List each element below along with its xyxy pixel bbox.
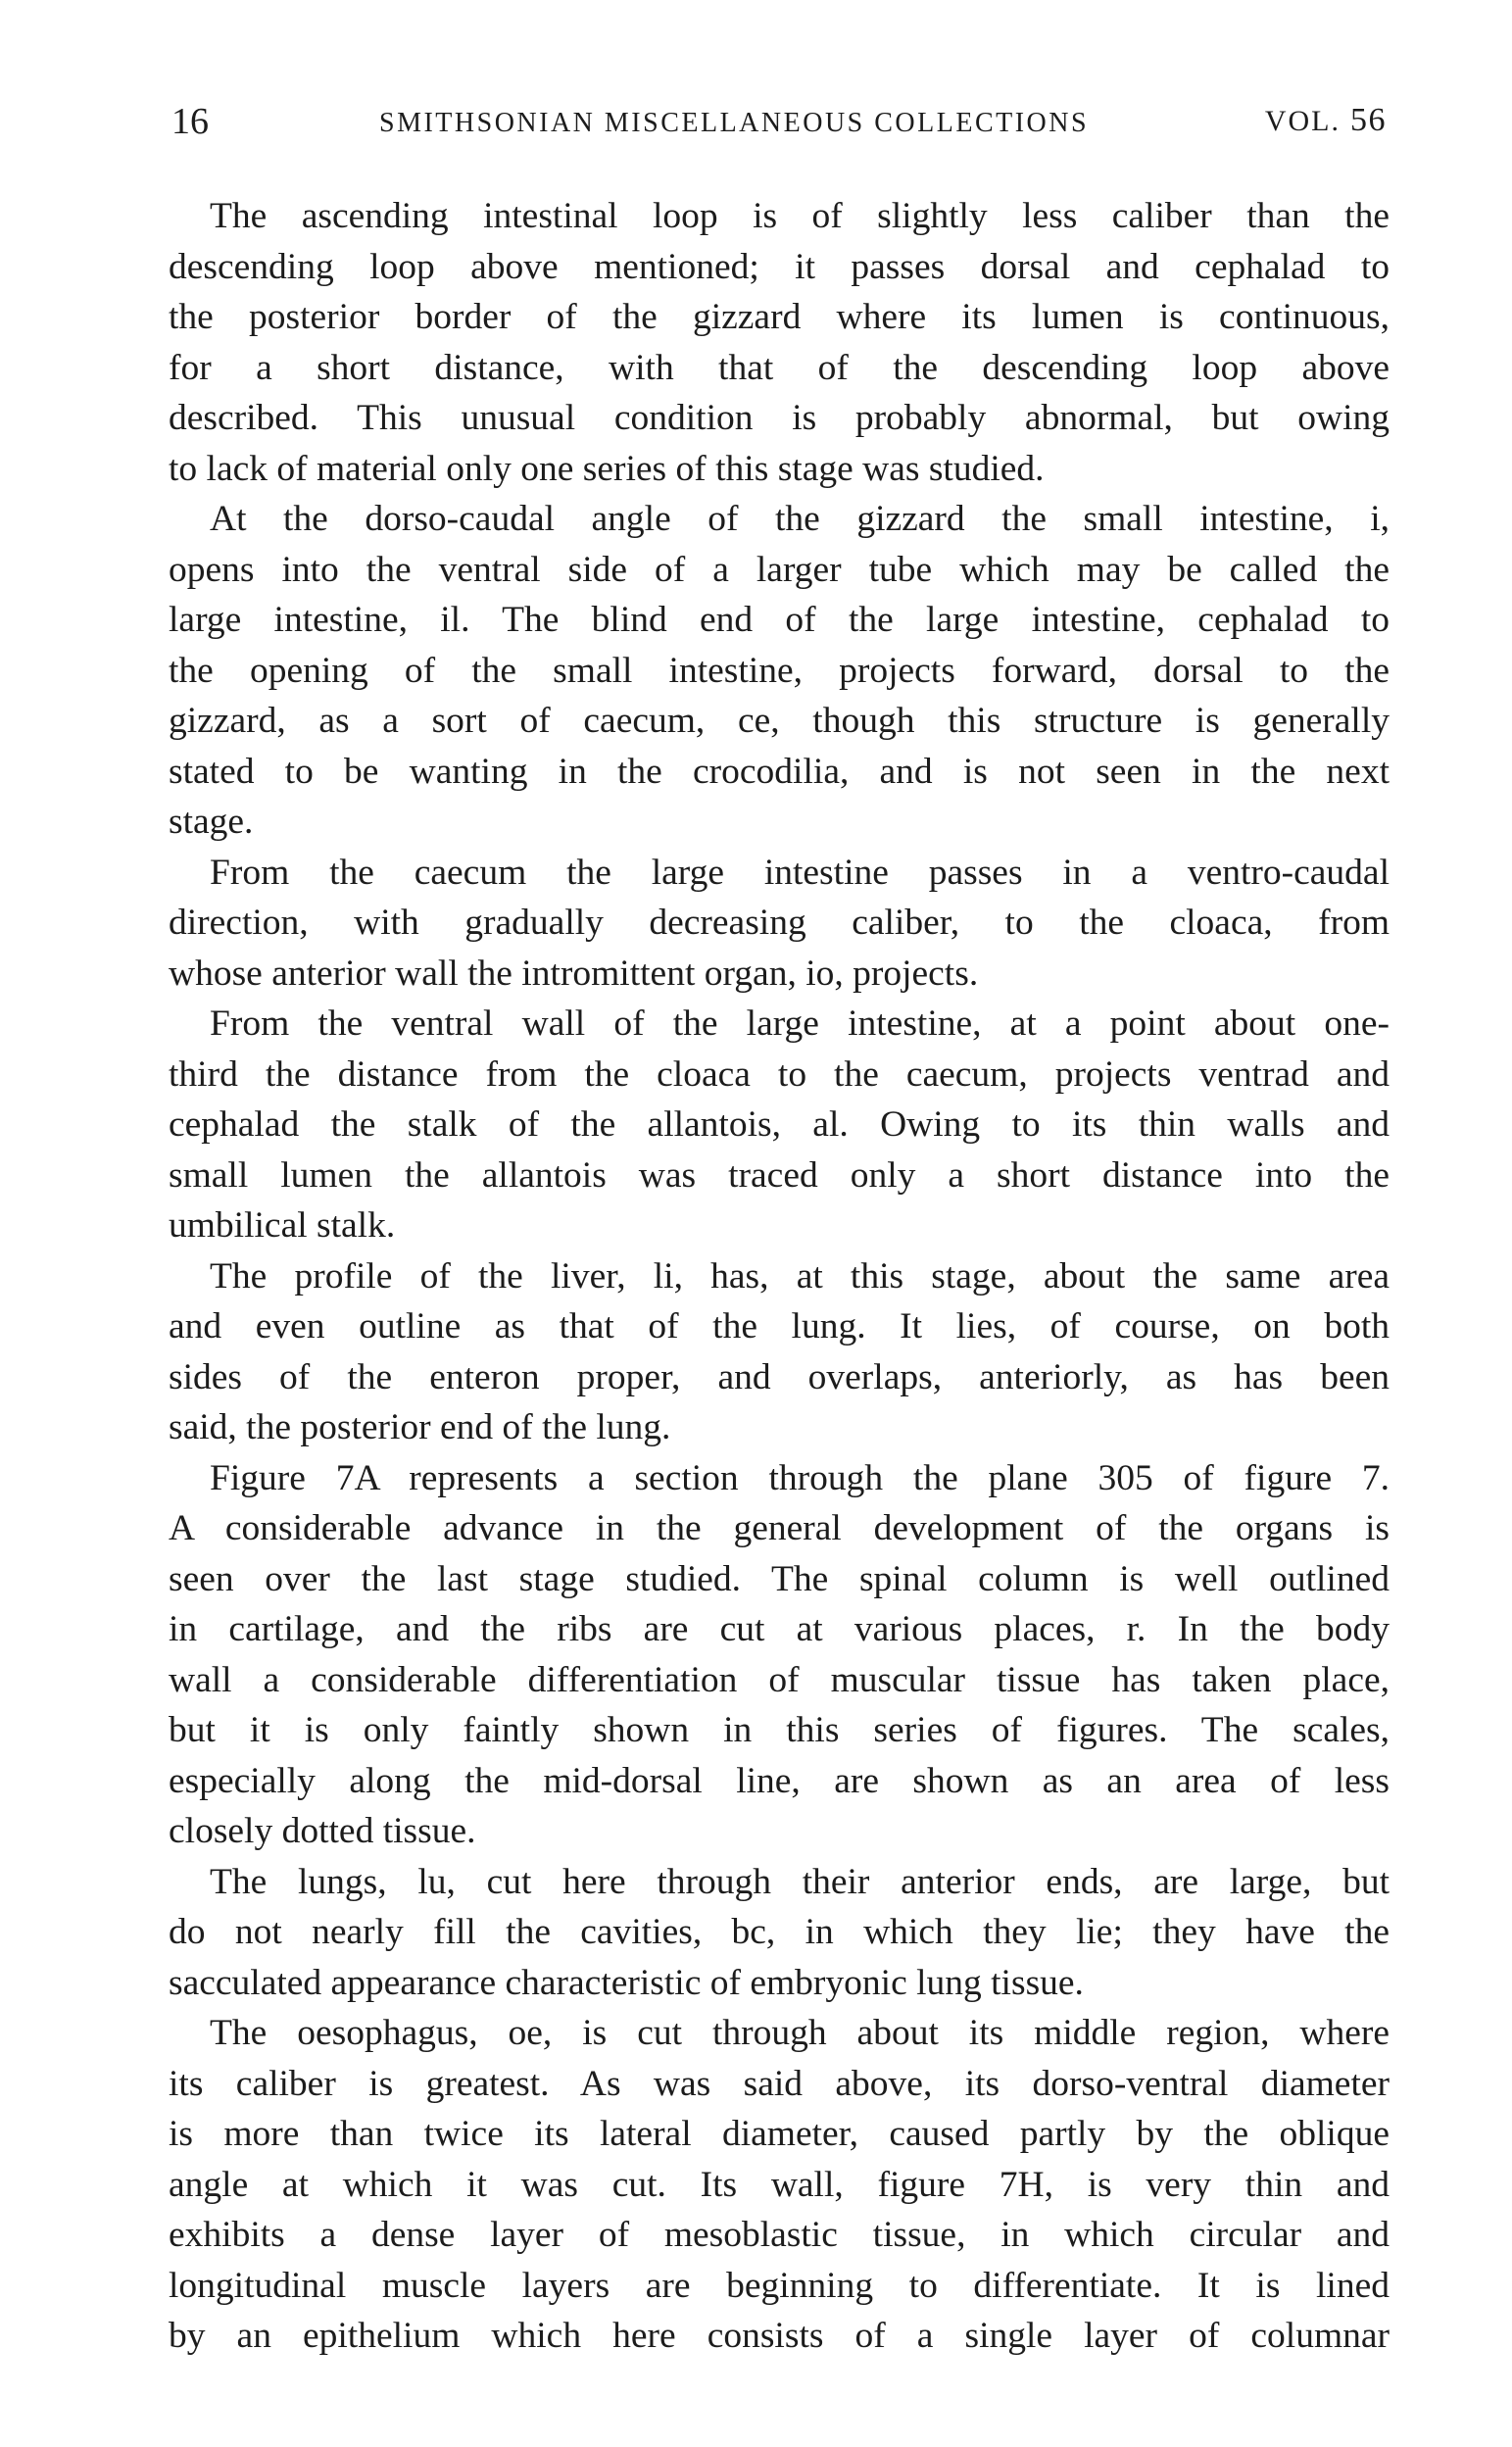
text-line: direction, with gradually decreasing caliber, to the cloaca, from <box>169 903 1390 943</box>
paragraph <box>169 1453 1390 1857</box>
paragraph <box>169 494 1390 848</box>
paragraph <box>169 2008 1390 2362</box>
text-line: especially along the mid-dorsal line, are shown as an area of less <box>169 1760 1390 1801</box>
text-line: exhibits a dense layer of mesoblastic tissue, in which circular and <box>169 2215 1390 2255</box>
text-line: do not nearly fill the cavities, bc, in which they lie; they have the <box>169 1912 1390 1952</box>
text-line: but it is only faintly shown in this series of figures. The scales, <box>169 1710 1390 1750</box>
text-line: sacculated appearance characteristic of embryonic lung tissue. <box>169 1962 1084 2003</box>
running-header <box>171 96 1387 155</box>
text-line: closely dotted tissue. <box>169 1811 476 1851</box>
text-line: the posterior border of the gizzard where its lumen is continuous, <box>169 297 1390 337</box>
text-line: stage. <box>169 802 254 842</box>
text-line: for a short distance, with that of the descending loop above <box>169 347 1390 388</box>
page-number: 16 <box>171 101 209 142</box>
text-line: opens into the ventral side of a larger tube which may be called the <box>169 549 1390 590</box>
text-line: and even outline as that of the lung. It lies, of course, on both <box>169 1306 1390 1346</box>
text-line: sides of the enteron proper, and overlaps, anteriorly, as has been <box>169 1356 1390 1397</box>
text-line: umbilical stalk. <box>169 1205 396 1246</box>
text-line: The profile of the liver, li, has, at this stage, about the same area <box>210 1255 1390 1297</box>
text-line: by an epithelium which here consists of a single layer of columnar <box>169 2316 1390 2356</box>
paragraph <box>169 848 1390 1000</box>
text-line: angle at which it was cut. Its wall, figure 7H, is very thin and <box>169 2164 1390 2205</box>
paragraph <box>169 191 1390 494</box>
volume-label: VOL. <box>1264 105 1341 137</box>
text-line: small lumen the allantois was traced only a short distance into the <box>169 1154 1390 1196</box>
text-line: wall a considerable differentiation of muscular tissue has taken place, <box>169 1659 1390 1700</box>
text-line: The lungs, lu, cut here through their anterior ends, are large, but <box>210 1861 1390 1902</box>
text-line: From the ventral wall of the large intestine, at a point about one- <box>210 1003 1390 1044</box>
text-line: the opening of the small intestine, projects forward, dorsal to the <box>169 650 1390 691</box>
text-line: The oesophagus, oe, is cut through about its middle region, where <box>210 2013 1390 2053</box>
text-line: gizzard, as a sort of caecum, ce, though this structure is generally <box>169 701 1390 741</box>
text-line: its caliber is greatest. As was said above, its dorso-ventral diameter <box>169 2063 1390 2104</box>
text-line: Figure 7A represents a section through the plane 305 of figure 7. <box>210 1457 1390 1498</box>
paragraph <box>169 999 1390 1251</box>
volume-number: 56 <box>1350 102 1387 138</box>
text-line: seen over the last stage studied. The spinal column is well outlined <box>169 1558 1390 1599</box>
paragraph <box>169 1251 1390 1453</box>
paragraph <box>169 1857 1390 2009</box>
text-line: described. This unusual condition is probably abnormal, but owing <box>169 398 1390 438</box>
text-line: said, the posterior end of the lung. <box>169 1407 671 1447</box>
text-line: third the distance from the cloaca to the caecum, projects ventrad and <box>169 1053 1390 1095</box>
text-line: whose anterior wall the intromittent organ, io, projects. <box>169 953 979 994</box>
running-title: SMITHSONIAN MISCELLANEOUS COLLECTIONS <box>379 108 1090 138</box>
text-line: in cartilage, and the ribs are cut at various places, r. In the body <box>169 1609 1390 1649</box>
text-line: longitudinal muscle layers are beginning to differentiate. It is lined <box>169 2265 1390 2306</box>
text-line: From the caecum the large intestine passes in a ventro-caudal <box>210 852 1390 893</box>
text-line: At the dorso-caudal angle of the gizzard the small intestine, i, <box>210 499 1390 539</box>
text-line: A considerable advance in the general development of the organs is <box>169 1508 1390 1548</box>
body-text <box>169 191 1390 2362</box>
text-line: stated to be wanting in the crocodilia, and is not seen in the next <box>169 751 1390 792</box>
text-line: is more than twice its lateral diameter, caused partly by the oblique <box>169 2114 1390 2154</box>
text-line: large intestine, il. The blind end of the large intestine, cephalad to <box>169 600 1390 640</box>
text-line: descending loop above mentioned; it passes dorsal and cephalad to <box>169 246 1390 287</box>
volume-indicator <box>1265 102 1387 139</box>
text-line: cephalad the stalk of the allantois, al. Owing to its thin walls and <box>169 1104 1390 1145</box>
text-line: to lack of material only one series of this stage was studied. <box>169 448 1045 489</box>
text-line: The ascending intestinal loop is of slightly less caliber than the <box>210 196 1390 236</box>
